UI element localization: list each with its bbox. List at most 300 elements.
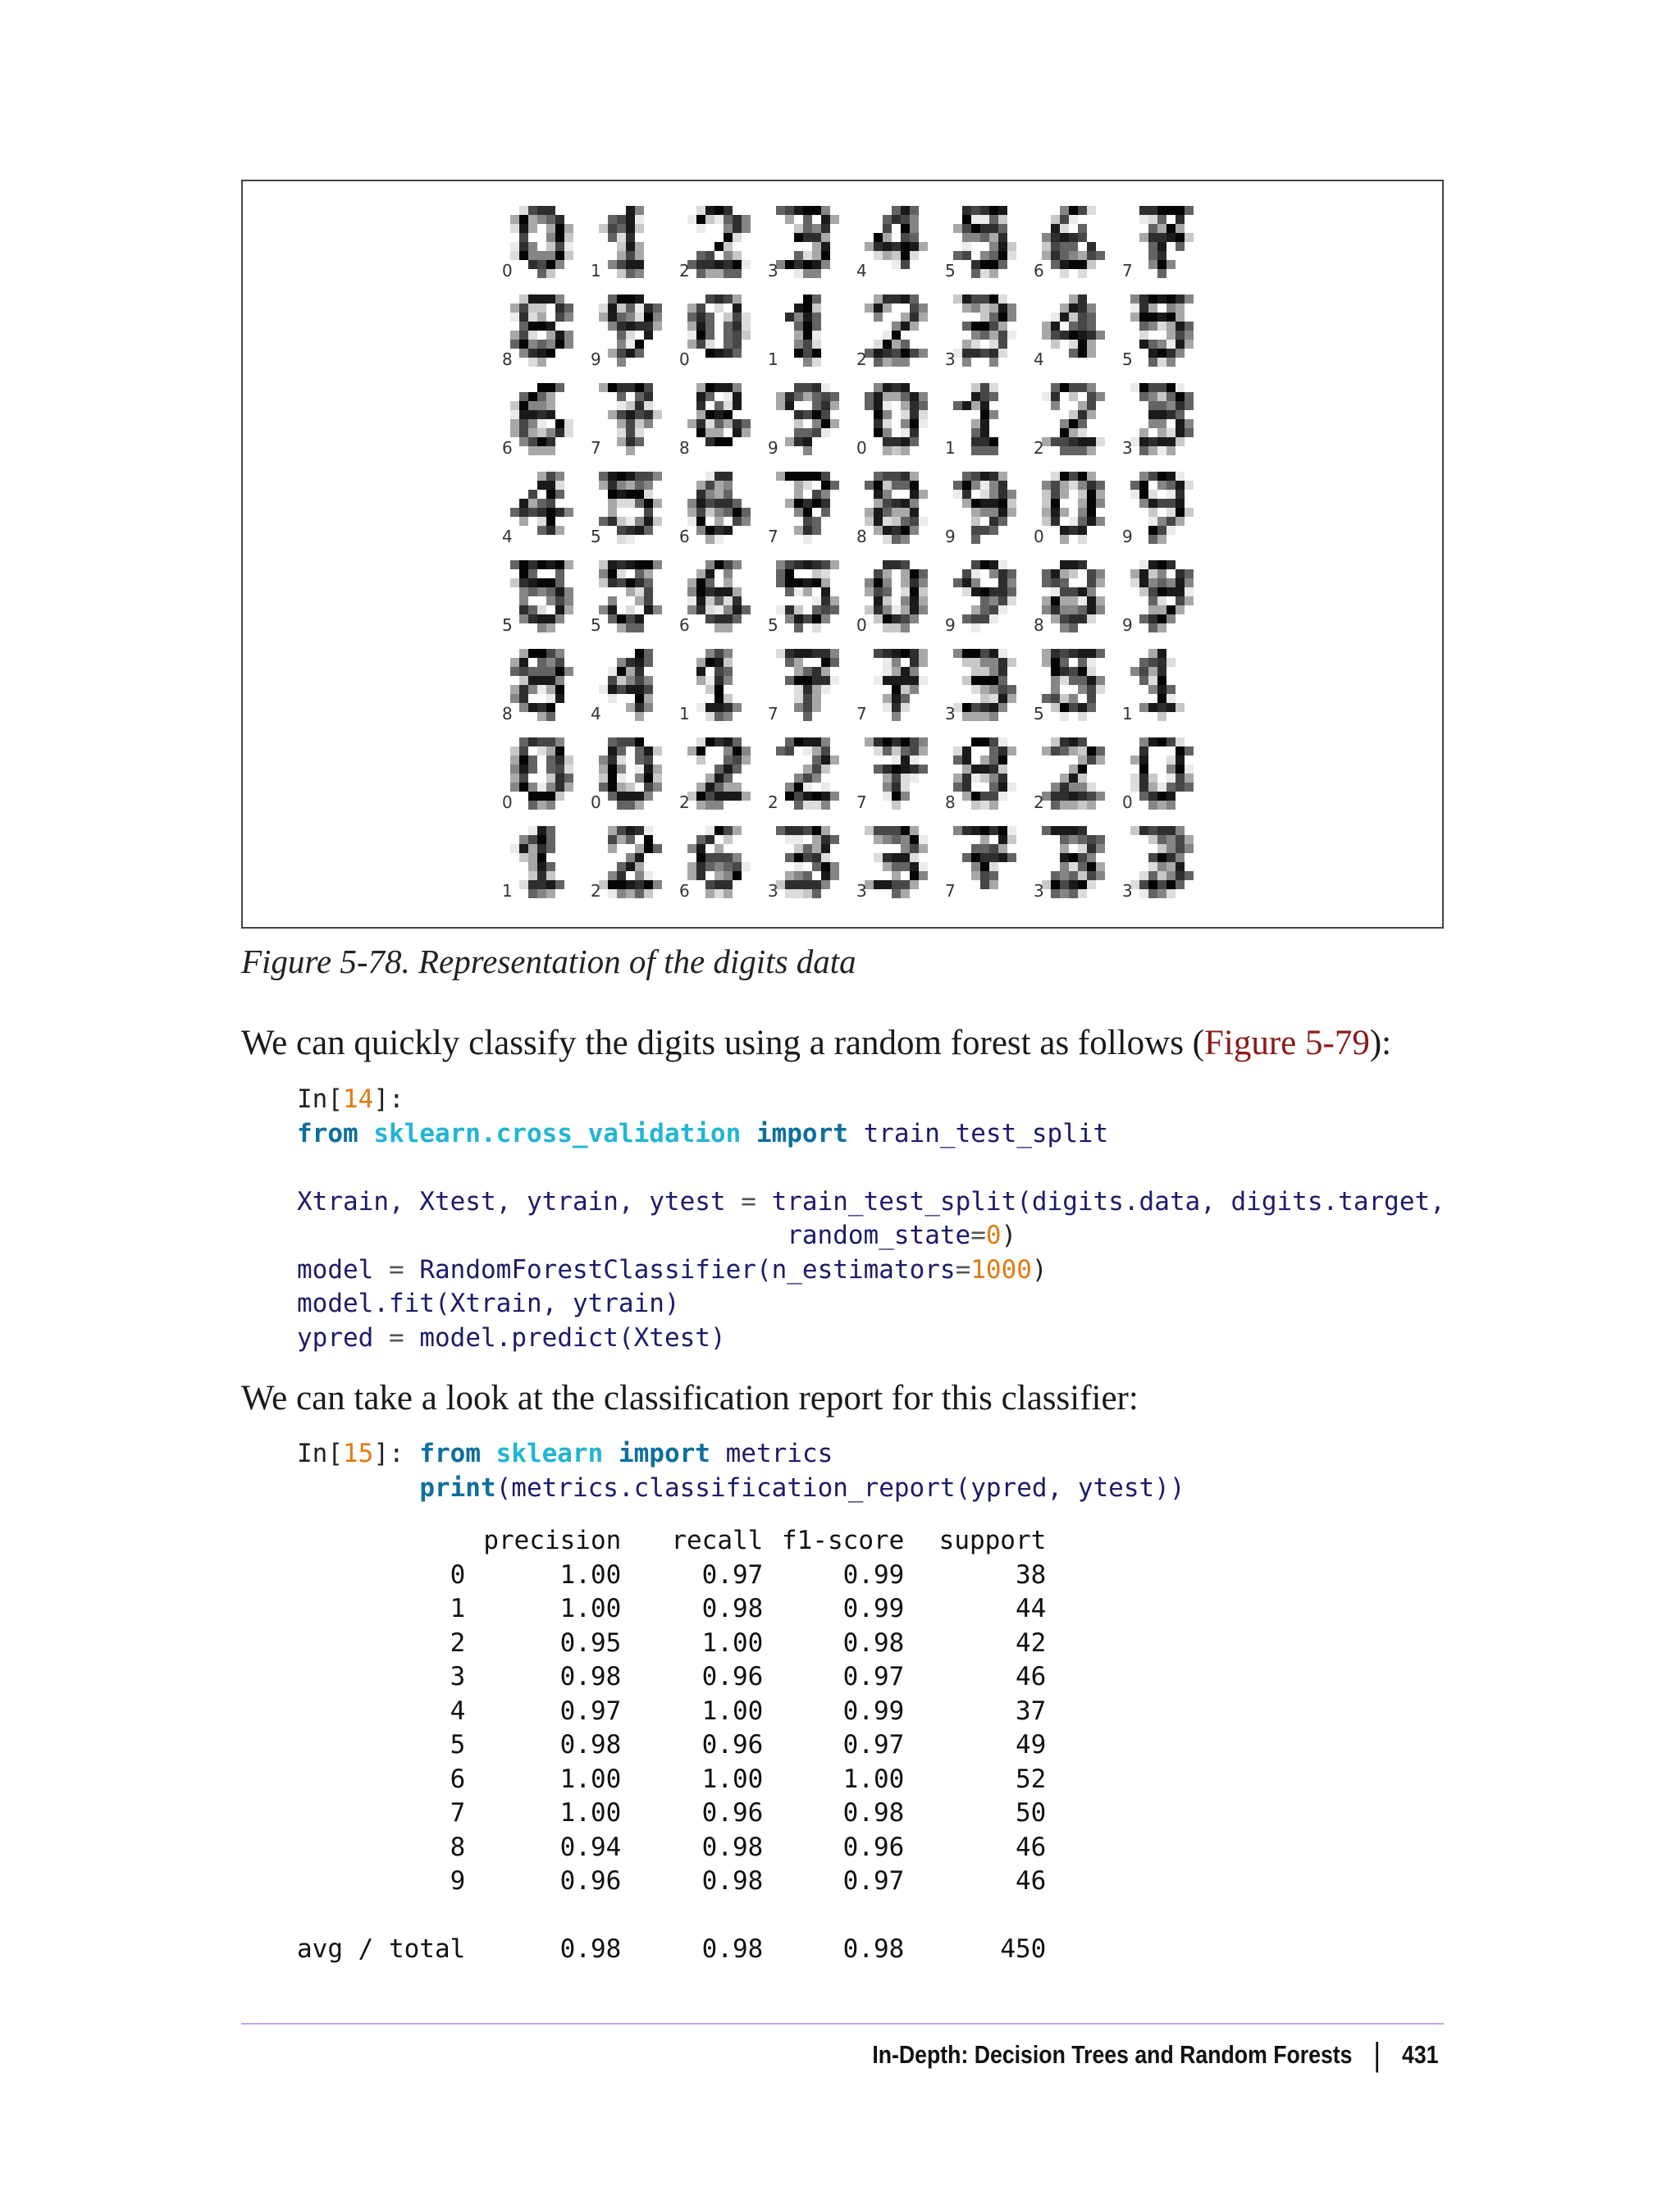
digit-pixel	[714, 676, 724, 685]
digit-pixel	[803, 331, 812, 340]
digit-pixel	[1087, 649, 1096, 658]
digit-pixel	[510, 783, 519, 792]
digit-pixel	[617, 224, 626, 233]
digit-pixel	[1060, 844, 1069, 853]
digit-pixel	[1087, 251, 1096, 260]
digit-label: 2	[679, 792, 690, 812]
digit-pixel	[714, 401, 724, 410]
digit-pixel	[1069, 331, 1078, 340]
digit-pixel	[546, 560, 555, 569]
cell-f1: 0.97	[842, 1662, 905, 1691]
digit-pixel	[555, 383, 564, 392]
digit-pixel	[892, 746, 901, 756]
digit-image	[679, 737, 751, 812]
figure-link[interactable]: Figure 5-79	[1204, 1024, 1370, 1062]
digit-pixel	[1148, 560, 1157, 569]
digit-pixel	[953, 578, 962, 587]
digit-pixel	[714, 596, 724, 605]
digit-pixel	[883, 340, 892, 349]
digit-pixel	[714, 490, 724, 499]
digit-pixel	[803, 358, 812, 367]
digit-pixel	[1176, 224, 1185, 233]
digit-pixel	[971, 499, 980, 508]
digit-label: 3	[856, 881, 867, 901]
digit-pixel	[794, 490, 803, 499]
digit-pixel	[555, 596, 564, 605]
digit-pixel	[519, 587, 528, 596]
digit-pixel	[803, 676, 812, 685]
digit-pixel	[546, 737, 555, 746]
digit-pixel	[1078, 649, 1087, 658]
digit-pixel	[1087, 880, 1096, 889]
digit-pixel	[555, 560, 564, 569]
digit-pixel	[1148, 792, 1157, 801]
digit-pixel	[892, 526, 901, 535]
digit-image	[591, 294, 662, 369]
digit-pixel	[537, 801, 546, 810]
digit-pixel	[892, 358, 901, 367]
digit-pixel	[874, 614, 883, 623]
digit-pixel	[696, 481, 705, 490]
digit-image	[1122, 294, 1194, 369]
digit-pixel	[528, 313, 537, 322]
digit-pixel	[1069, 774, 1078, 783]
digit-pixel	[1139, 765, 1148, 774]
digit-pixel	[546, 383, 555, 392]
digit-pixel	[1087, 756, 1096, 765]
digit-pixel	[555, 242, 564, 251]
digit-pixel	[528, 703, 537, 712]
digit-pixel	[1139, 294, 1148, 304]
digit-pixel	[785, 658, 794, 667]
digit-pixel	[910, 224, 919, 233]
digit-pixel	[564, 242, 573, 251]
digit-label: 1	[679, 704, 690, 724]
digit-pixel	[705, 251, 714, 260]
digit-pixel	[724, 340, 733, 349]
digit-pixel	[626, 242, 635, 251]
digit-pixel	[1157, 801, 1166, 810]
digit-pixel	[812, 526, 821, 535]
digit-pixel	[733, 428, 742, 437]
digit-pixel	[1096, 499, 1105, 508]
digit-pixel	[644, 694, 653, 703]
digit-pixel	[724, 587, 733, 596]
cell-precision: 0.98	[559, 1934, 622, 1964]
digit-pixel	[510, 304, 519, 313]
digit-pixel	[1069, 667, 1078, 676]
digit-pixel	[733, 224, 742, 233]
digit-pixel	[892, 853, 901, 862]
digit-pixel	[537, 685, 546, 694]
digit-pixel	[821, 844, 830, 853]
digit-pixel	[1176, 703, 1185, 712]
digit-pixel	[803, 535, 812, 544]
digit-pixel	[901, 649, 910, 658]
digit-pixel	[724, 623, 733, 632]
digit-pixel	[1078, 835, 1087, 844]
digit-pixel	[1060, 224, 1069, 233]
digit-image	[591, 560, 662, 635]
digit-pixel	[546, 703, 555, 712]
digit-pixel	[1069, 215, 1078, 224]
digit-pixel	[705, 340, 714, 349]
digit-image	[768, 560, 839, 635]
digit-pixel	[892, 499, 901, 508]
cell-support: 52	[1015, 1764, 1047, 1794]
digit-pixel	[546, 322, 555, 331]
digit-pixel	[617, 260, 626, 269]
digit-pixel	[883, 703, 892, 712]
digit-pixel	[537, 667, 546, 676]
digit-pixel	[1007, 587, 1016, 596]
digit-pixel	[1087, 490, 1096, 499]
digit-pixel	[705, 826, 714, 835]
digit-image	[768, 472, 839, 546]
digit-pixel	[555, 774, 564, 783]
digit-pixel	[901, 233, 910, 242]
digit-pixel	[733, 560, 742, 569]
digit-pixel	[724, 826, 733, 835]
digit-pixel	[1060, 383, 1069, 392]
digit-pixel	[696, 251, 705, 260]
digit-pixel	[1060, 623, 1069, 632]
digit-pixel	[1069, 676, 1078, 685]
digit-pixel	[989, 481, 998, 490]
digit-label: 3	[1034, 881, 1044, 901]
digit-pixel	[980, 481, 989, 490]
digit-pixel	[1148, 251, 1157, 260]
digit-pixel	[635, 242, 644, 251]
digit-pixel	[617, 826, 626, 835]
digit-pixel	[971, 703, 980, 712]
digit-pixel	[555, 481, 564, 490]
digit-pixel	[892, 685, 901, 694]
digit-pixel	[528, 446, 537, 455]
digit-pixel	[546, 658, 555, 667]
digit-pixel	[564, 419, 573, 428]
digit-pixel	[1096, 605, 1105, 614]
digit-pixel	[724, 526, 733, 535]
digit-pixel	[1130, 569, 1139, 578]
digit-pixel	[528, 889, 537, 898]
digit-pixel	[1096, 437, 1105, 446]
digit-pixel	[1166, 472, 1176, 481]
digit-pixel	[733, 508, 742, 517]
digit-pixel	[742, 313, 751, 322]
digit-label: 5	[591, 615, 601, 635]
digit-pixel	[714, 428, 724, 437]
digit-pixel	[537, 313, 546, 322]
digit-pixel	[901, 835, 910, 844]
digit-pixel	[644, 889, 653, 898]
cell-f1: 0.99	[842, 1594, 905, 1623]
digit-pixel	[989, 260, 998, 269]
digit-pixel	[812, 472, 821, 481]
digit-pixel	[546, 410, 555, 419]
digit-label: 5	[591, 527, 601, 546]
digit-pixel	[998, 294, 1007, 304]
digit-pixel	[1051, 826, 1060, 835]
digit-pixel	[1060, 578, 1069, 587]
digit-pixel	[537, 862, 546, 871]
digit-pixel	[599, 605, 608, 614]
digit-pixel	[1087, 392, 1096, 401]
digit-pixel	[998, 667, 1007, 676]
digit-pixel	[1096, 596, 1105, 605]
digit-pixel	[1042, 658, 1051, 667]
cell-support: 46	[1015, 1662, 1047, 1691]
digit-pixel	[1166, 410, 1176, 419]
digit-pixel	[555, 526, 564, 535]
cell-f1: 1.00	[842, 1764, 905, 1794]
digit-pixel	[1166, 862, 1176, 871]
digit-pixel	[803, 844, 812, 853]
digit-pixel	[901, 756, 910, 765]
digit-pixel	[971, 569, 980, 578]
digit-pixel	[1051, 649, 1060, 658]
digit-pixel	[989, 446, 998, 455]
digit-pixel	[1166, 233, 1176, 242]
digit-pixel	[1176, 880, 1185, 889]
digit-pixel	[1185, 392, 1194, 401]
digit-pixel	[1007, 490, 1016, 499]
digit-pixel	[635, 560, 644, 569]
digit-pixel	[635, 737, 644, 746]
digit-pixel	[971, 322, 980, 331]
digit-pixel	[901, 862, 910, 871]
digit-pixel	[989, 587, 998, 596]
digit-pixel	[714, 508, 724, 517]
digit-pixel	[617, 569, 626, 578]
digit-pixel	[865, 401, 874, 410]
digit-pixel	[1051, 889, 1060, 898]
digit-pixel	[874, 428, 883, 437]
digit-pixel	[733, 340, 742, 349]
digit-pixel	[733, 737, 742, 746]
digit-label: 7	[856, 704, 867, 724]
digit-pixel	[1007, 508, 1016, 517]
digit-pixel	[546, 331, 555, 340]
cell-f1: 0.96	[842, 1832, 905, 1862]
report-row	[297, 1763, 1046, 1797]
digit-pixel	[1185, 596, 1194, 605]
digit-pixel	[733, 614, 742, 623]
digit-pixel	[1176, 517, 1185, 526]
digit-pixel	[617, 392, 626, 401]
digit-pixel	[821, 383, 830, 392]
digit-pixel	[626, 446, 635, 455]
digit-pixel	[910, 392, 919, 401]
digit-pixel	[971, 508, 980, 517]
digit-pixel	[785, 614, 794, 623]
digit-pixel	[1148, 569, 1157, 578]
digit-pixel	[980, 658, 989, 667]
digit-pixel	[794, 658, 803, 667]
digit-pixel	[821, 685, 830, 694]
digit-pixel	[1176, 401, 1185, 410]
digit-pixel	[821, 587, 830, 596]
digit-label: 2	[1034, 792, 1044, 812]
digit-pixel	[892, 349, 901, 358]
digit-pixel	[989, 269, 998, 278]
digit-pixel	[794, 560, 803, 569]
digit-pixel	[537, 215, 546, 224]
digit-pixel	[555, 331, 564, 340]
cell-recall: 1.00	[701, 1628, 764, 1658]
digit-pixel	[910, 233, 919, 242]
digit-pixel	[821, 578, 830, 587]
digit-pixel	[1157, 322, 1166, 331]
digit-pixel	[653, 472, 662, 481]
digit-pixel	[1051, 508, 1060, 517]
digit-image	[1034, 560, 1105, 635]
digit-pixel	[989, 508, 998, 517]
digit-pixel	[1157, 826, 1166, 835]
digit-pixel	[1176, 783, 1185, 792]
digit-pixel	[564, 596, 573, 605]
digit-label: 0	[679, 349, 690, 369]
digit-pixel	[989, 526, 998, 535]
digit-image	[856, 826, 928, 901]
digit-pixel	[1042, 331, 1051, 340]
digit-pixel	[696, 569, 705, 578]
digit-pixel	[617, 746, 626, 756]
digit-pixel	[1157, 783, 1166, 792]
digit-pixel	[794, 694, 803, 703]
digit-pixel	[528, 667, 537, 676]
digit-pixel	[696, 508, 705, 517]
digit-pixel	[901, 401, 910, 410]
digit-pixel	[724, 260, 733, 269]
digit-pixel	[1185, 774, 1194, 783]
digit-pixel	[724, 746, 733, 756]
digit-pixel	[705, 578, 714, 587]
digit-pixel	[528, 844, 537, 853]
digit-pixel	[989, 880, 998, 889]
digit-pixel	[546, 694, 555, 703]
digit-pixel	[733, 703, 742, 712]
digit-pixel	[1166, 383, 1176, 392]
digit-pixel	[874, 481, 883, 490]
digit-pixel	[1042, 569, 1051, 578]
digit-pixel	[980, 490, 989, 499]
digit-pixel	[830, 215, 839, 224]
row-label: 7	[450, 1798, 466, 1828]
digit-pixel	[705, 313, 714, 322]
digit-pixel	[971, 871, 980, 880]
digit-pixel	[1176, 233, 1185, 242]
digit-pixel	[1069, 792, 1078, 801]
digit-pixel	[1157, 269, 1166, 278]
digit-pixel	[883, 242, 892, 251]
digit-pixel	[733, 826, 742, 835]
digit-pixel	[971, 862, 980, 871]
digit-pixel	[617, 667, 626, 676]
digit-pixel	[989, 862, 998, 871]
digit-pixel	[962, 233, 971, 242]
digit-pixel	[644, 560, 653, 569]
digit-pixel	[687, 862, 696, 871]
digit-pixel	[1157, 428, 1166, 437]
digit-pixel	[812, 304, 821, 313]
digit-image	[502, 206, 573, 281]
digit-pixel	[1130, 667, 1139, 676]
digit-pixel	[980, 508, 989, 517]
digit-pixel	[1157, 649, 1166, 658]
digit-pixel	[705, 392, 714, 401]
digit-pixel	[608, 889, 617, 898]
digit-pixel	[626, 313, 635, 322]
digit-pixel	[617, 437, 626, 446]
digit-pixel	[733, 215, 742, 224]
digit-pixel	[953, 774, 962, 783]
digit-pixel	[528, 242, 537, 251]
digit-pixel	[626, 623, 635, 632]
digit-pixel	[812, 490, 821, 499]
digit-pixel	[883, 358, 892, 367]
digit-pixel	[1096, 685, 1105, 694]
digit-pixel	[971, 774, 980, 783]
digit-pixel	[1148, 658, 1157, 667]
digit-pixel	[696, 313, 705, 322]
cell-f1: 0.99	[842, 1696, 905, 1726]
row-label: avg / total	[297, 1934, 466, 1964]
digit-pixel	[537, 889, 546, 898]
digit-image	[856, 649, 928, 724]
digit-pixel	[696, 801, 705, 810]
digit-pixel	[617, 526, 626, 535]
digit-pixel	[644, 322, 653, 331]
digit-pixel	[635, 392, 644, 401]
digit-pixel	[874, 392, 883, 401]
digit-pixel	[1060, 667, 1069, 676]
digit-pixel	[714, 649, 724, 658]
digit-pixel	[892, 783, 901, 792]
digit-pixel	[1060, 712, 1069, 721]
digit-pixel	[546, 578, 555, 587]
digit-pixel	[1060, 437, 1069, 446]
digit-pixel	[1042, 322, 1051, 331]
digit-pixel	[519, 605, 528, 614]
digit-pixel	[989, 383, 998, 392]
digit-label: 7	[945, 881, 956, 901]
digit-pixel	[980, 526, 989, 535]
digit-pixel	[803, 694, 812, 703]
digit-pixel	[830, 419, 839, 428]
digit-pixel	[705, 322, 714, 331]
digit-pixel	[626, 792, 635, 801]
digit-pixel	[883, 880, 892, 889]
digit-pixel	[794, 605, 803, 614]
digit-pixel	[803, 224, 812, 233]
digit-pixel	[901, 313, 910, 322]
digit-pixel	[998, 313, 1007, 322]
digit-pixel	[901, 844, 910, 853]
digit-pixel	[1087, 596, 1096, 605]
digit-pixel	[892, 614, 901, 623]
digit-pixel	[564, 667, 573, 676]
cell-precision: 0.98	[559, 1662, 622, 1691]
digit-pixel	[705, 658, 714, 667]
digit-pixel	[696, 499, 705, 508]
digit-pixel	[1087, 853, 1096, 862]
digit-pixel	[785, 260, 794, 269]
digit-pixel	[1078, 383, 1087, 392]
digit-pixel	[733, 605, 742, 614]
digit-pixel	[830, 676, 839, 685]
digit-pixel	[794, 313, 803, 322]
